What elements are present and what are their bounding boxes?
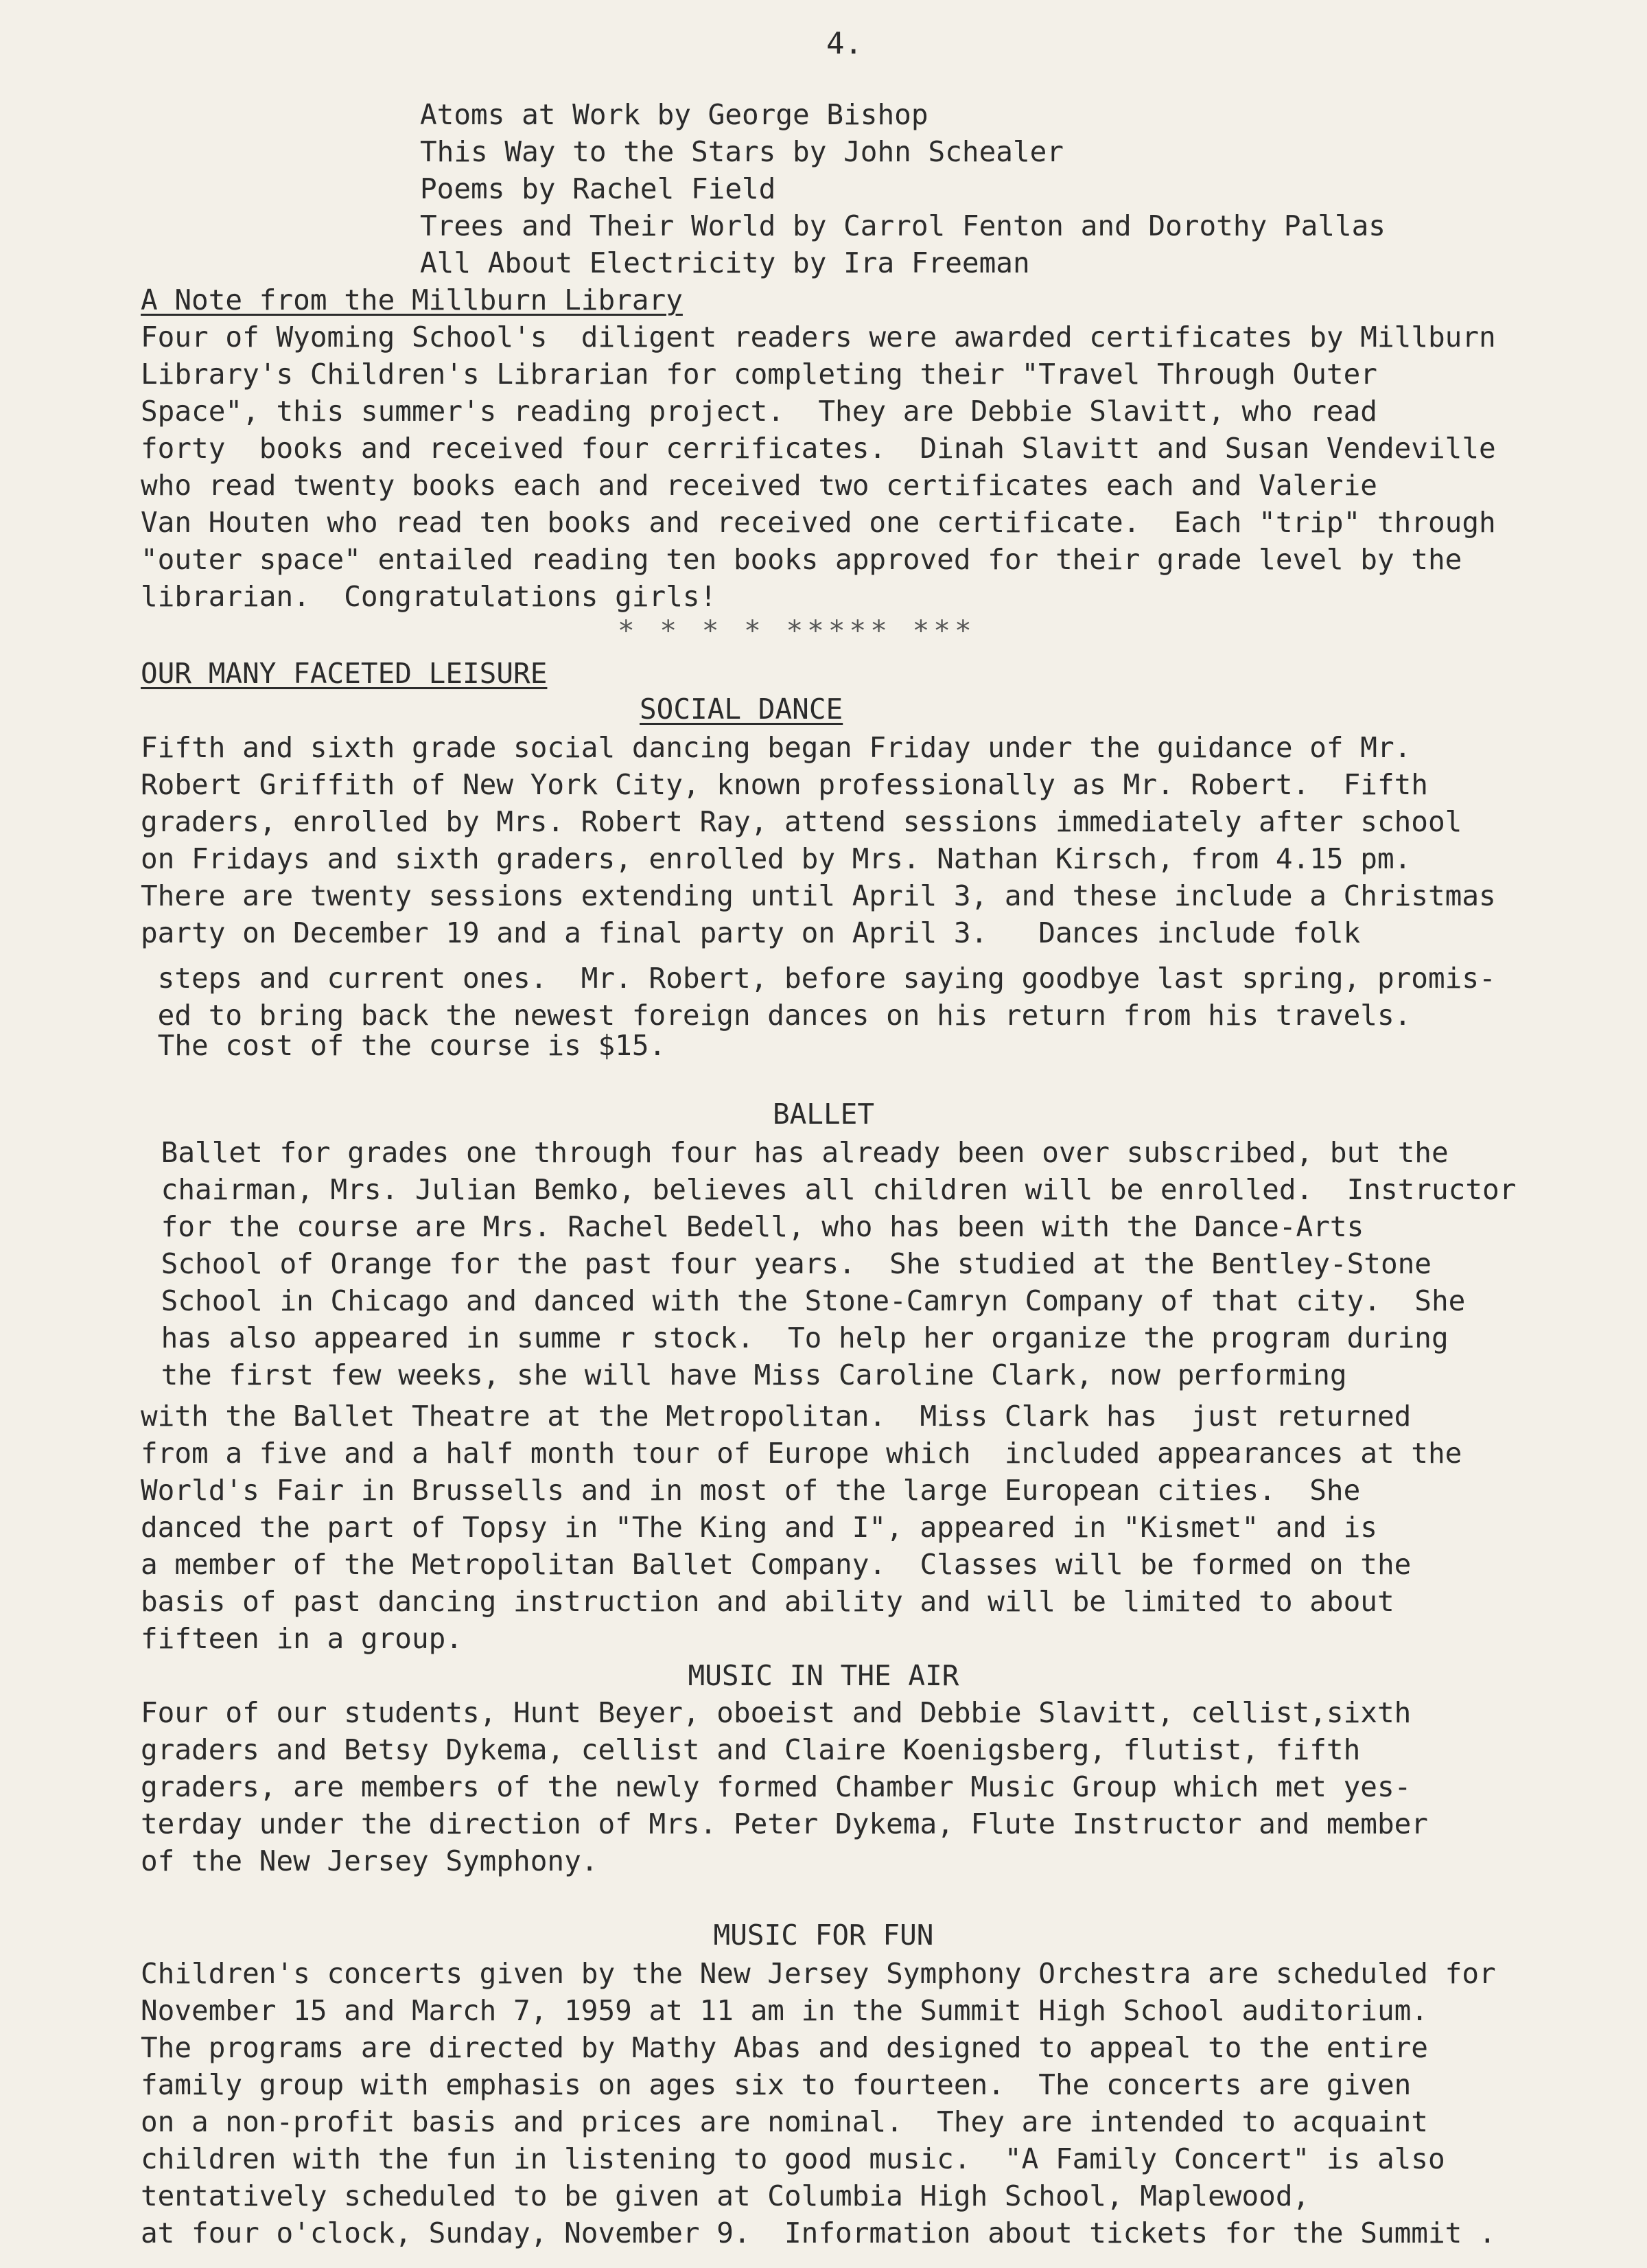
ballet-line: has also appeared in summe r stock. To help her organize the program during (144, 1321, 1449, 1354)
library-text-line: librarian. Congratulations girls! (141, 580, 717, 613)
music-fun-line: children with the fun in listening to good music. "A Family Concert" is also (141, 2142, 1445, 2175)
ballet-heading: BALLET (772, 1098, 875, 1131)
library-text-line: Van Houten who read ten books and received one certificate. Each "trip" through (141, 506, 1496, 539)
music-fun-line: The programs are directed by Mathy Abas and designed to appeal to the entire (141, 2031, 1428, 2064)
book-list-item: Atoms at Work by George Bishop (420, 98, 928, 131)
music-air-line: of the New Jersey Symphony. (141, 1844, 598, 1877)
music-fun-line: family group with emphasis on ages six to fourteen. The concerts are given (141, 2068, 1412, 2101)
library-text-line: "outer space" entailed reading ten books approved for their grade level by the (141, 543, 1462, 576)
ballet-line: Ballet for grades one through four has already been over subscribed, but the (144, 1136, 1449, 1169)
section-separator: * * * * ***** *** (618, 614, 976, 647)
ballet-line: chairman, Mrs. Julian Bemko, believes all children will be enrolled. Instructor (144, 1173, 1517, 1206)
music-air-line: graders and Betsy Dykema, cellist and Claire Koenigsberg, flutist, fifth (141, 1733, 1361, 1766)
music-fun-line: at four o'clock, Sunday, November 9. Information about tickets for the Summit . (141, 2217, 1496, 2249)
library-text-line: Space", this summer's reading project. They are Debbie Slavitt, who read (141, 395, 1377, 428)
social-dance-line: graders, enrolled by Mrs. Robert Ray, attend sessions immediately after school (141, 805, 1462, 838)
ballet-line: fifteen in a group. (141, 1622, 463, 1655)
book-list-item: All About Electricity by Ira Freeman (420, 246, 1030, 279)
social-dance-line: The cost of the course is $15. (141, 1029, 666, 1062)
book-list-item: Poems by Rachel Field (420, 172, 776, 205)
social-dance-line: Fifth and sixth grade social dancing began Friday under the guidance of Mr. (141, 731, 1412, 764)
library-text-line: who read twenty books each and received two certificates each and Valerie (141, 469, 1377, 502)
library-text-line: Four of Wyoming School's diligent readers were awarded certificates by Millburn (141, 321, 1496, 354)
music-air-line: graders, are members of the newly formed Chamber Music Group which met yes- (141, 1770, 1412, 1803)
music-fun-line: tentatively scheduled to be given at Columbia High School, Maplewood, (141, 2179, 1310, 2212)
music-fun-heading: MUSIC FOR FUN (713, 1919, 934, 1952)
social-dance-line: Robert Griffith of New York City, known professionally as Mr. Robert. Fifth (141, 768, 1428, 801)
social-dance-line: on Fridays and sixth graders, enrolled by Mrs. Nathan Kirsch, from 4.15 pm. (141, 842, 1412, 875)
library-text-line: Library's Children's Librarian for completing their "Travel Through Outer (141, 358, 1377, 391)
library-text-line: forty books and received four cerrificates. Dinah Slavitt and Susan Vendeville (141, 432, 1496, 465)
ballet-line: with the Ballet Theatre at the Metropolitan. Miss Clark has just returned (141, 1400, 1412, 1433)
book-list-item: This Way to the Stars by John Schealer (420, 135, 1064, 168)
music-air-line: terday under the direction of Mrs. Peter Dykema, Flute Instructor and member (141, 1807, 1428, 1840)
ballet-line: for the course are Mrs. Rachel Bedell, who has been with the Dance-Arts (144, 1210, 1364, 1243)
ballet-line: a member of the Metropolitan Ballet Company. Classes will be formed on the (141, 1548, 1412, 1581)
leisure-heading: OUR MANY FACETED LEISURE (141, 657, 548, 690)
music-air-line: Four of our students, Hunt Beyer, oboeist and Debbie Slavitt, cellist,sixth (141, 1696, 1412, 1729)
ballet-line: from a five and a half month tour of Europe which included appearances at the (141, 1437, 1462, 1470)
music-air-heading: MUSIC IN THE AIR (688, 1659, 959, 1692)
library-heading: A Note from the Millburn Library (141, 284, 683, 316)
social-dance-line: steps and current ones. Mr. Robert, before saying goodbye last spring, promis- (141, 962, 1496, 995)
ballet-line: basis of past dancing instruction and ability and will be limited to about (141, 1585, 1394, 1618)
page-number: 4. (826, 26, 863, 61)
ballet-line: School in Chicago and danced with the Stone-Camryn Company of that city. She (144, 1284, 1466, 1317)
social-dance-heading: SOCIAL DANCE (640, 693, 843, 726)
music-fun-line: Children's concerts given by the New Jersey Symphony Orchestra are scheduled for (141, 1957, 1496, 1990)
book-list-item: Trees and Their World by Carrol Fenton and Dorothy Pallas (420, 209, 1386, 242)
social-dance-line: There are twenty sessions extending until April 3, and these include a Christmas (141, 879, 1496, 912)
ballet-line: World's Fair in Brussells and in most of the large European cities. She (141, 1474, 1361, 1507)
ballet-line: School of Orange for the past four years. She studied at the Bentley-Stone (144, 1247, 1432, 1280)
ballet-line: the first few weeks, she will have Miss Caroline Clark, now performing (144, 1358, 1347, 1391)
social-dance-line: party on December 19 and a final party on April 3. Dances include folk (141, 916, 1361, 949)
music-fun-line: on a non-profit basis and prices are nominal. They are intended to acquaint (141, 2105, 1428, 2138)
social-dance-line: ed to bring back the newest foreign dances on his return from his travels. (141, 999, 1412, 1032)
ballet-line: danced the part of Topsy in "The King and I", appeared in "Kismet" and is (141, 1511, 1377, 1544)
music-fun-line: November 15 and March 7, 1959 at 11 am in the Summit High School auditorium. (141, 1994, 1428, 2027)
